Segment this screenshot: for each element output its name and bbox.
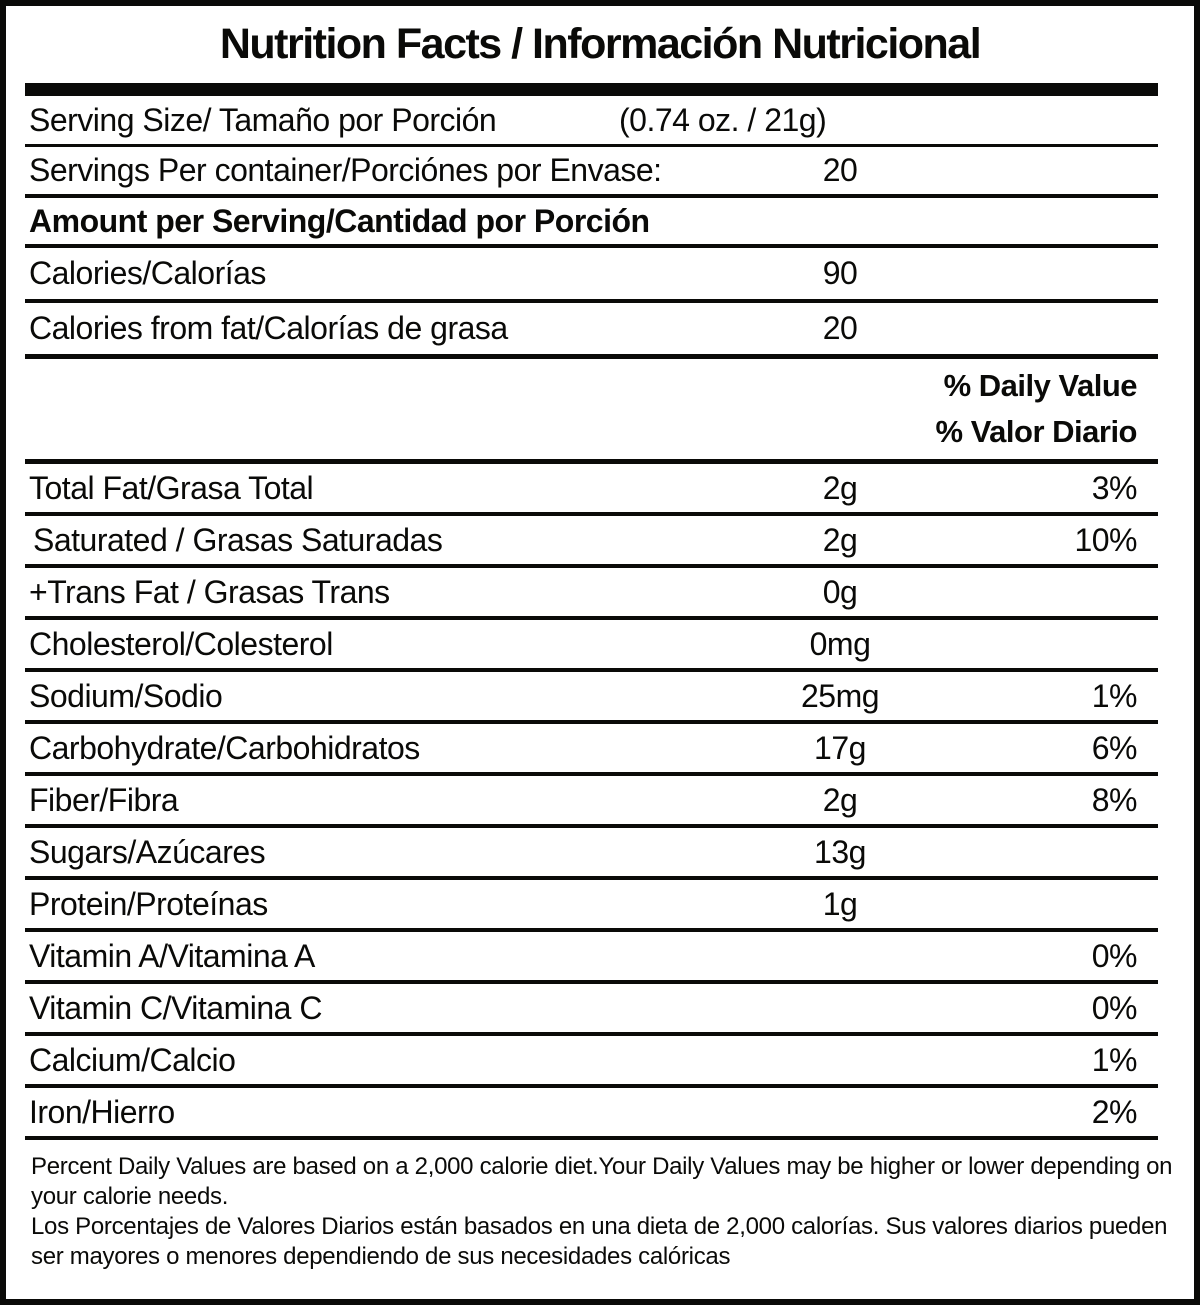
servings-per-container-value: 20 [822,152,858,188]
nutrient-amount: 0g [822,573,858,610]
nutrient-amount: 17g [814,729,866,766]
nutrient-label: Fiber/Fibra [29,781,179,818]
nutrient-daily-value: 2% [1091,1093,1137,1130]
daily-value-header-es: % Valor Diario [935,413,1137,449]
nutrient-label: Protein/Proteínas [29,885,268,922]
nutrient-amount: 2g [822,521,858,558]
serving-size-label: Serving Size/ Tamaño por Porción [29,101,497,138]
servings-per-container-row [25,147,1158,198]
nutrient-label: Iron/Hierro [29,1093,175,1130]
nutrient-row-sodium [25,672,1158,724]
nutrient-label: Total Fat/Grasa Total [29,469,314,506]
nutrient-label: Vitamin A/Vitamina A [29,937,315,974]
calories-from-fat-value: 20 [822,310,858,346]
servings-per-container-label: Servings Per container/Porciónes por Envase: [29,152,662,188]
nutrient-row-cholesterol [25,620,1158,672]
serving-size-row [25,96,1158,147]
nutrient-label: +Trans Fat / Grasas Trans [29,573,390,610]
nutrient-amount: 0mg [809,625,871,662]
calories-from-fat-row [25,303,1158,359]
nutrient-daily-value: 3% [1091,469,1137,506]
nutrient-daily-value: 8% [1091,781,1137,818]
calories-value: 90 [822,255,858,291]
nutrient-amount: 2g [822,469,858,506]
serving-size-value: (0.74 oz. / 21g) [619,101,827,138]
nutrient-daily-value: 6% [1091,729,1137,766]
nutrient-amount: 13g [814,833,866,870]
daily-value-header-block [25,359,1158,464]
nutrient-row-carbohydrate [25,724,1158,776]
footnote-spanish: Los Porcentajes de Valores Diarios están basados en una dieta de 2,000 calorías. Sus valores diarios pueden ser mayores o menores dependiendo de sus necesidades calóricas [31,1213,1168,1270]
nutrient-daily-value: 0% [1091,989,1137,1026]
title-divider-bar [25,83,1158,96]
nutrient-daily-value: 1% [1091,677,1137,714]
nutrient-row-protein [25,880,1158,932]
nutrient-row-iron [25,1088,1158,1140]
footnote-section [25,1140,1174,1299]
nutrient-daily-value: 1% [1091,1041,1137,1078]
nutrient-daily-value: 0% [1091,937,1137,974]
nutrient-row-saturated-fat [25,516,1158,568]
nutrient-row-vitamin-a [25,932,1158,984]
daily-value-header-en: % Daily Value [943,368,1137,404]
nutrient-row-total-fat [25,464,1158,516]
calories-label: Calories/Calorías [29,255,266,291]
nutrient-label: Cholesterol/Colesterol [29,625,333,662]
nutrient-label: Vitamin C/Vitamina C [29,989,322,1026]
nutrient-row-sugars [25,828,1158,880]
footnote-english: Percent Daily Values are based on a 2,000 calorie diet.Your Daily Values may be higher or lower depending on your calorie needs. [31,1153,1173,1210]
nutrient-row-fiber [25,776,1158,828]
nutrient-label: Calcium/Calcio [29,1041,236,1078]
label-title: Nutrition Facts / Información Nutricional [219,20,981,68]
nutrient-label: Sugars/Azúcares [29,833,266,870]
nutrient-label: Saturated / Grasas Saturadas [33,521,443,558]
amount-per-serving-header: Amount per Serving/Cantidad por Porción [29,202,650,239]
nutrient-row-vitamin-c [25,984,1158,1036]
calories-from-fat-label: Calories from fat/Calorías de grasa [29,310,508,346]
nutrient-daily-value: 10% [1074,521,1137,558]
nutrient-row-trans-fat [25,568,1158,620]
nutrient-row-calcium [25,1036,1158,1088]
nutrient-amount: 25mg [800,677,880,714]
label-body [25,83,1158,1140]
nutrient-amount: 2g [822,781,858,818]
nutrient-label: Carbohydrate/Carbohidratos [29,729,420,766]
nutrient-label: Sodium/Sodio [29,677,223,714]
amount-per-serving-header-row [25,198,1158,248]
calories-row [25,248,1158,303]
nutrient-amount: 1g [822,885,858,922]
